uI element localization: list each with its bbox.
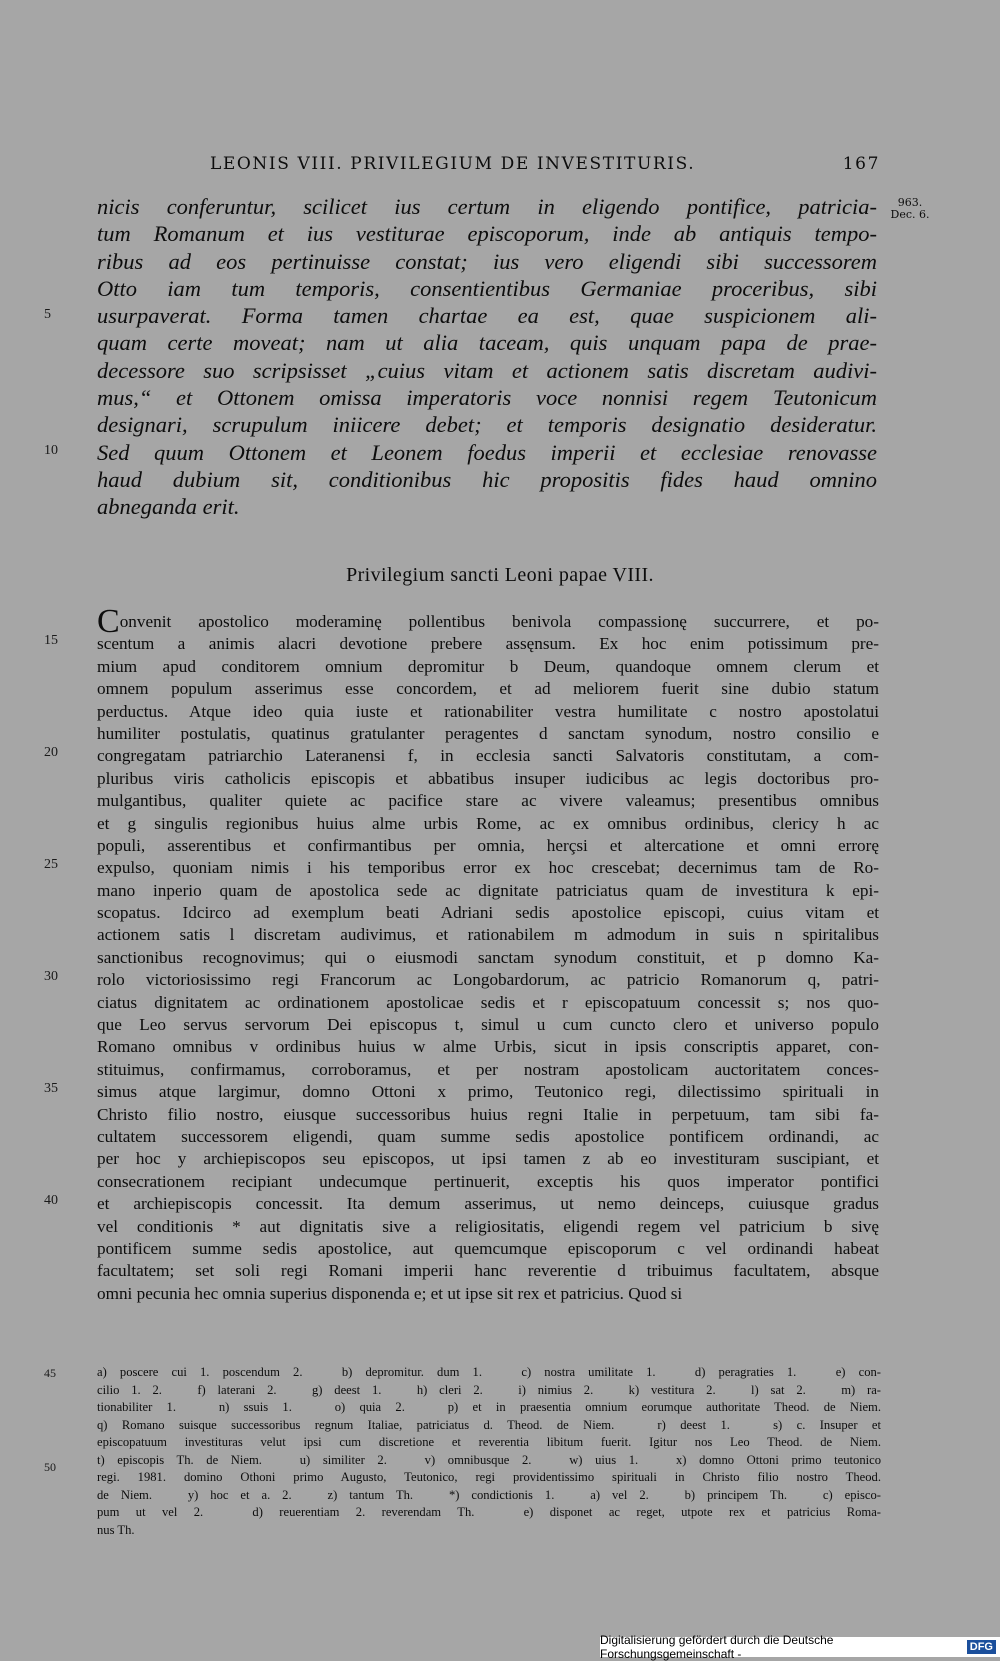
line-number: 10 <box>44 443 58 458</box>
intro-line: Otto iam tum temporis, consentientibus Germaniae proceribus, sibi <box>97 275 877 301</box>
charter-line: cultatem successorem eligendi, quam summe sedis apostolice pontificem ordinandi, ac <box>97 1126 879 1146</box>
margin-date-year: 963. <box>897 196 923 209</box>
line-number: 40 <box>44 1193 58 1208</box>
charter-line: consecrationem recipiant undecumque pertinuerit, exceptis his quos imperator pontifici <box>97 1171 879 1191</box>
footnote-line: regi. 1981. domino Othoni primo Augusto, Teutonico, regi providentissimo spirituali in Christo filio nostro Theod. <box>97 1470 881 1484</box>
page-number: 167 <box>842 154 880 174</box>
charter-line: Christo filio nostro, eiusque successoribus huius regni Italie in perpetuum, tam sibi fa- <box>97 1104 879 1124</box>
charter-line: humiliter postulatis, quatinus gratulanter peragentes d sanctam synodum, nostro consilio e <box>97 723 879 743</box>
intro-line: tum Romanum et ius vestiturae episcoporum, inde ab antiquis tempo- <box>97 221 877 247</box>
footnote-line: tionabiliter 1. n) ssuis 1. o) quia 2. p) et in praesentia omnium eorumque authoritate Theod. de Niem. <box>97 1400 881 1414</box>
charter-line: pontificem summe sedis apostolice, aut quemcumque episcoporum c vel ordinandi habeat <box>97 1238 879 1258</box>
charter-line: mium apud conditorem omnium depromitur b Deum, quandoque omnem clerum et <box>97 656 879 676</box>
line-number: 15 <box>44 633 58 648</box>
charter-line: mano inperio quam de apostolica sede ac dignitate patriciatus quam de investitura k epi- <box>97 880 879 900</box>
charter-line: scentum a animis alacri devotione prebere assęnsum. Ex hoc enim potissimum pre- <box>97 634 879 654</box>
charter-line: expulso, quoniam nimis i his temporibus error ex hoc crescebat; decernimus tam de Ro- <box>97 858 879 878</box>
intro-line: ribus ad eos pertinuisse constat; ius vero eligendi sibi successorem <box>97 248 877 274</box>
margin-date-day: Dec. 6. <box>890 208 930 221</box>
charter-text <box>97 603 879 1305</box>
line-number: 35 <box>44 1081 58 1096</box>
charter-line: per hoc y archiepiscopos seu episcopos, ut ipsi tamen z ab eo investituram suscipiant, et <box>97 1149 879 1169</box>
charter-line: actionem satis l discretam audivimus, et rationabilem m admodum in suis n spiritalibus <box>97 925 879 945</box>
charter-line: perductus. Atque ideo quia iuste et rationabiliter vestra humilitate c nostro apostolatui <box>97 701 879 721</box>
charter-line: pluribus viris catholicis episcopis et abbatibus insuper iudicibus ac legis doctoribus pro- <box>97 768 879 788</box>
charter-line: facultatem; set soli regi Romani imperii hanc reverentie d tribuimus facultatem, absque <box>97 1261 879 1281</box>
footnote-line: de Niem. y) hoc et a. 2. z) tantum Th. *) condictionis 1. a) vel 2. b) principem Th. c) episco- <box>97 1487 881 1502</box>
intro-line: mus,“ et Ottonem omissa imperatoris voce nonnisi regem Teutonicum <box>97 385 877 411</box>
running-title: LEONIS VIII. PRIVILEGIUM DE INVESTITURIS. <box>210 154 696 174</box>
line-number: 50 <box>44 1460 56 1474</box>
footnote-line: t) episcopis Th. de Niem. u) similiter 2. v) omnibusque 2. w) uius 1. x) domno Ottoni primo teutonico <box>97 1452 881 1467</box>
charter-line: que Leo servus servorum Dei episcopus t, simul u cum cuncto clero et universo populo <box>97 1015 879 1035</box>
credit-text: Digitalisierung gefördert durch die Deutsche Forschungsgemeinschaft - <box>600 1633 834 1661</box>
charter-line: simus atque largimur, domno Ottoni x primo, Teutonico regi, dilectissimo spirituali in <box>97 1082 879 1102</box>
intro-line: haud dubium sit, conditionibus hic propositis fides haud omnino <box>97 466 877 492</box>
line-number: 45 <box>44 1366 56 1380</box>
footnote-line: pum ut vel 2. d) reuerentiam 2. reverendam Th. e) disponet ac reget, utpote rex et patricius Roma- <box>97 1505 881 1519</box>
digitization-credit <box>600 1633 1000 1661</box>
intro-line: designari, scrupulum iniicere debet; et temporis designatio desideratur. <box>97 412 877 438</box>
line-number: 20 <box>44 745 58 760</box>
footnote-line: a) poscere cui 1. poscendum 2. b) depromitur. dum 1. c) nostra umilitate 1. d) peragraties 1. e) con- <box>97 1365 881 1379</box>
drop-cap: C <box>97 603 120 640</box>
charter-line: Romano omnibus v ordinibus huius w alme Urbis, sicut in ipsis conscriptis apparet, con- <box>97 1037 879 1057</box>
charter-line: populi, asserentibus et confirmantibus per omnia, herçsi et altercatione et omni errorę <box>97 835 879 855</box>
charter-line: scopatus. Idcirco ad exemplum beati Adriani sedis apostolice episcopi, cuius vitam et <box>97 903 879 923</box>
charter-line: rolo victoriosissimo regi Francorum ac Longobardorum, ac patricio Romanorum q, patri- <box>97 970 879 990</box>
charter-line: vel conditionis * aut dignitatis sive a religiositatis, eligendi regem vel patricium b sivę <box>97 1216 879 1236</box>
intro-line: abneganda erit. <box>97 494 240 520</box>
intro-line: usurpaverat. Forma tamen chartae ea est, quae suspicionem ali- <box>97 303 877 329</box>
footnote-line: nus Th. <box>97 1522 135 1537</box>
charter-line: ciatus dignitatem ac ordinationem apostolicae sedis et r episcopatuum concessit s; nos quo- <box>97 992 879 1012</box>
charter-line: sanctionibus recognovimus; qui o eiusmodi sanctam synodum constituit, et p domno Ka- <box>97 947 879 967</box>
intro-commentary <box>97 193 877 521</box>
section-title: Privilegium sancti Leoni papae VIII. <box>346 564 654 586</box>
charter-line: et g singulis regionibus huius alme urbis Rome, ac ex omnibus ordinibus, clericy h ac <box>97 813 879 833</box>
intro-line: decessore suo scripsisset „cuius vitam et actionem satis discretam audivi- <box>97 357 877 383</box>
line-number: 25 <box>44 857 58 872</box>
line-number: 30 <box>44 969 58 984</box>
footnotes <box>97 1364 881 1539</box>
intro-line: Sed quum Ottonem et Leonem foedus imperii et ecclesiae renovasse <box>97 439 877 465</box>
charter-line: omni pecunia hec omnia superius disponenda e; et ut ipse sit rex et patricius. Quod si <box>97 1283 683 1303</box>
dfg-logo: DFG <box>967 1640 996 1654</box>
charter-line: C onvenit apostolico moderaminę pollentibus benivola compassionę succurrere, et po- <box>97 603 879 640</box>
charter-line: et archiepiscopis concessit. Ita demum asserimus, ut nemo deinceps, cuiusque gradus <box>97 1194 879 1214</box>
intro-line: quam certe moveat; nam ut alia taceam, quis unquam papa de prae- <box>97 330 877 356</box>
charter-line: congregatam patriarchio Lateranensi f, in ecclesia sancti Salvatoris constitutam, a com- <box>97 746 879 766</box>
footnote-line: q) Romano suisque successoribus regnum Italiae, patriciatus d. Theod. de Niem. r) deest 1. s) c. Insuper et <box>97 1417 881 1432</box>
footnote-line: episcopatuum investituras velut ipsi cum discretione et reverentia libitum fuerit. Igitur nos Leo Theod. de Niem. <box>97 1435 881 1449</box>
line-number: 5 <box>44 307 51 322</box>
intro-line: nicis conferuntur, scilicet ius certum in eligendo pontifice, patricia- <box>97 194 877 219</box>
charter-line: stituimus, confirmamus, corroboramus, et per nostram apostolicam auctoritatem conces- <box>97 1059 879 1079</box>
charter-line: mulgantibus, qualiter quiete ac pacifice stare ac vivere valeamus; presentibus omnibus <box>97 791 879 811</box>
charter-line: omnem populum asserimus esse concordem, et ad meliorem fuerit sine dubio statum <box>97 679 879 699</box>
margin-date <box>886 197 934 221</box>
footnote-line: cilio 1. 2. f) laterani 2. g) deest 1. h) cleri 2. i) nimius 2. k) vestitura 2. l) sat 2. m) ra- <box>97 1382 881 1397</box>
